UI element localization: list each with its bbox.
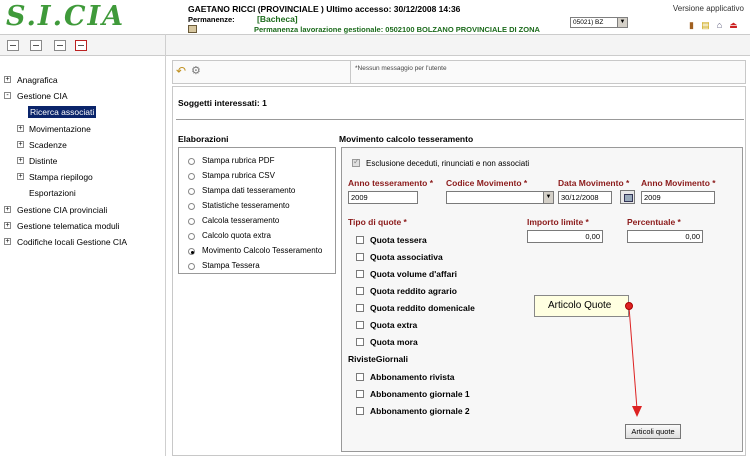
quota-reddito-domenicale-checkbox[interactable] — [356, 304, 364, 312]
esclusione-label: Esclusione deceduti, rinunciati e non associati — [366, 159, 530, 168]
user-message: *Nessun messaggio per l'utente — [355, 65, 447, 72]
exit-icon[interactable] — [75, 40, 87, 51]
expand-icon[interactable]: + — [18, 173, 23, 181]
tooltip-anchor-dot — [625, 302, 633, 310]
radio-label[interactable]: Calcolo quota extra — [202, 231, 271, 240]
quota-associativa-checkbox[interactable] — [356, 253, 364, 261]
content-area — [172, 56, 746, 456]
chevron-down-icon[interactable]: ▼ — [543, 192, 553, 203]
version-link[interactable]: Versione applicativo — [672, 4, 744, 13]
app-logo: S.I.CIA — [6, 1, 126, 32]
building-icon — [188, 25, 197, 33]
expand-icon[interactable]: + — [5, 76, 10, 83]
expand-icon[interactable]: + — [5, 205, 10, 213]
radio-button-selected[interactable] — [188, 248, 195, 255]
note-icon[interactable]: ▤ — [701, 20, 710, 30]
expand-icon[interactable]: + — [5, 237, 10, 245]
abbonamento-giornale-1-checkbox[interactable] — [356, 390, 364, 398]
quota-reddito-domenicale-label: Quota reddito domenicale — [370, 303, 475, 313]
expand-icon[interactable]: + — [18, 140, 23, 148]
quota-associativa-label: Quota associativa — [370, 252, 443, 262]
abbonamento-giornale-2-checkbox[interactable] — [356, 407, 364, 415]
tree-item-ricerca-associati[interactable] — [0, 104, 165, 120]
tooltip-pointer-arrow — [620, 305, 650, 421]
radio-button[interactable] — [188, 218, 195, 225]
codice-movimento-label: Codice Movimento * — [446, 178, 528, 188]
radio-button[interactable] — [188, 173, 195, 180]
quota-extra-checkbox[interactable] — [356, 321, 364, 329]
radio-button[interactable] — [188, 188, 195, 195]
radio-button[interactable] — [188, 263, 195, 270]
tree-item-gestione-cia-provinciali[interactable] — [0, 202, 165, 218]
soggetti-count: Soggetti interessati: 1 — [178, 98, 267, 108]
toolbar — [0, 34, 750, 56]
logout-icon[interactable]: ⏏ — [729, 20, 738, 30]
expand-icon[interactable]: + — [5, 221, 10, 229]
header-tools — [686, 20, 739, 31]
calendar-icon[interactable] — [620, 190, 635, 204]
tree-item-label[interactable]: Gestione CIA provinciali — [17, 204, 108, 215]
tree-item-label[interactable]: Anagrafica — [17, 75, 58, 85]
navigation-tree — [0, 72, 165, 250]
sidebar-divider — [165, 34, 166, 456]
quota-mora-label: Quota mora — [370, 337, 418, 347]
tree-item-stampa-riepilogo[interactable] — [0, 169, 165, 185]
percentuale-label: Percentuale * — [627, 217, 681, 227]
quota-tessera-label: Quota tessera — [370, 235, 427, 245]
expand-icon[interactable]: + — [18, 124, 23, 132]
main-panel — [172, 86, 746, 456]
radio-button[interactable] — [188, 233, 195, 240]
tree-item-gestione-cia[interactable] — [0, 88, 165, 104]
radio-label[interactable]: Stampa dati tesseramento — [202, 186, 296, 195]
tree-item-codifiche-locali[interactable] — [0, 234, 165, 250]
elaborazioni-title: Elaborazioni — [178, 134, 229, 144]
tree-item-label[interactable]: Gestione telematica moduli — [17, 220, 120, 231]
abbonamento-rivista-checkbox[interactable] — [356, 373, 364, 381]
articoli-quote-button[interactable]: Articoli quote — [625, 424, 681, 439]
undo-icon[interactable]: ↶ — [176, 64, 187, 78]
app-header — [0, 0, 750, 34]
user-info: GAETANO RICCI (PROVINCIALE ) Ultimo accesso: 30/12/2008 14:36 — [188, 4, 461, 14]
radio-label[interactable]: Movimento Calcolo Tesseramento — [202, 246, 323, 255]
tree-item-label[interactable]: Ricerca associati — [30, 107, 95, 118]
radio-label[interactable]: Stampa rubrica PDF — [202, 156, 275, 165]
importo-limite-input[interactable]: 0,00 — [527, 230, 603, 243]
permanenza-lavorazione: Permanenza lavorazione gestionale: 0502100 BOLZANO PROVINCIALE DI ZONA — [254, 25, 540, 34]
quota-volume-affari-checkbox[interactable] — [356, 270, 364, 278]
radio-button[interactable] — [188, 203, 195, 210]
section-divider — [176, 119, 744, 120]
abbonamento-giornale-1-label: Abbonamento giornale 1 — [370, 389, 470, 399]
radio-label[interactable]: Statistiche tesseramento — [202, 201, 290, 210]
quota-reddito-agrario-checkbox[interactable] — [356, 287, 364, 295]
collapse-icon[interactable]: - — [4, 92, 11, 99]
home-icon[interactable]: ⌂ — [716, 20, 723, 30]
anno-tesseramento-input[interactable]: 2009 — [348, 191, 418, 204]
riviste-label: RivisteGiornali — [348, 354, 408, 364]
tree-item-label[interactable]: Esportazioni — [29, 188, 76, 199]
anno-movimento-label: Anno Movimento * — [641, 178, 716, 188]
abbonamento-giornale-2-label: Abbonamento giornale 2 — [370, 406, 470, 416]
quota-extra-label: Quota extra — [370, 320, 418, 330]
tree-item-movimentazione[interactable] — [0, 121, 165, 137]
expand-icon[interactable]: + — [18, 156, 23, 164]
bookmark-icon[interactable] — [54, 40, 66, 51]
tipo-quote-label: Tipo di quote * — [348, 217, 407, 227]
tree-item-label[interactable]: Stampa riepilogo — [29, 172, 93, 183]
tree-item-label[interactable]: Distinte — [29, 155, 58, 166]
gear-icon[interactable]: ⚙ — [191, 65, 201, 77]
tree-item-gestione-telematica-moduli[interactable] — [0, 218, 165, 234]
tree-item-label[interactable]: Codifiche locali Gestione CIA — [17, 236, 128, 247]
data-movimento-label: Data Movimento * — [558, 178, 630, 188]
percentuale-input[interactable]: 0,00 — [627, 230, 703, 243]
anno-tesseramento-label: Anno tesseramento * — [348, 178, 434, 188]
codice-movimento-select[interactable] — [446, 191, 554, 204]
tree-item-scadenze[interactable] — [0, 137, 165, 153]
tree-item-label[interactable]: Gestione CIA — [17, 91, 68, 102]
movimento-title: Movimento calcolo tesseramento — [339, 134, 474, 144]
books-icon[interactable]: ▮ — [689, 20, 694, 30]
tree-item-esportazioni[interactable] — [0, 185, 165, 201]
quota-mora-checkbox[interactable] — [356, 338, 364, 346]
permanenze-label: Permanenze: — [188, 15, 235, 24]
articolo-quote-tooltip: Articolo Quote — [534, 295, 629, 317]
list-view-icon[interactable] — [7, 40, 19, 51]
radio-label[interactable]: Stampa rubrica CSV — [202, 171, 275, 180]
quota-reddito-agrario-label: Quota reddito agrario — [370, 286, 457, 296]
esclusione-checkbox[interactable] — [352, 159, 360, 167]
tree-item-distinte[interactable] — [0, 153, 165, 169]
quota-tessera-checkbox[interactable] — [356, 236, 364, 244]
radio-label[interactable]: Calcola tesseramento — [202, 216, 280, 225]
importo-limite-label: Importo limite * — [527, 217, 589, 227]
elaborazioni-list — [178, 147, 336, 274]
office-select[interactable] — [570, 17, 628, 28]
anno-movimento-input[interactable]: 2009 — [641, 191, 715, 204]
radio-label[interactable]: Stampa Tessera — [202, 261, 260, 270]
tree-item-anagrafica[interactable] — [0, 72, 165, 88]
quota-volume-affari-label: Quota volume d'affari — [370, 269, 458, 279]
permanenze-link[interactable]: [Bacheca] — [257, 14, 298, 24]
abbonamento-rivista-label: Abbonamento rivista — [370, 372, 455, 382]
office-select-value: 05021) BZ — [573, 19, 604, 26]
data-movimento-input[interactable]: 30/12/2008 — [558, 191, 612, 204]
radio-button[interactable] — [188, 158, 195, 165]
tree-item-label[interactable]: Scadenze — [29, 139, 67, 150]
chevron-down-icon[interactable]: ▼ — [617, 18, 627, 27]
message-bar — [172, 60, 746, 84]
message-divider — [350, 61, 351, 83]
tree-item-label[interactable]: Movimentazione — [29, 123, 91, 134]
detail-view-icon[interactable] — [30, 40, 42, 51]
